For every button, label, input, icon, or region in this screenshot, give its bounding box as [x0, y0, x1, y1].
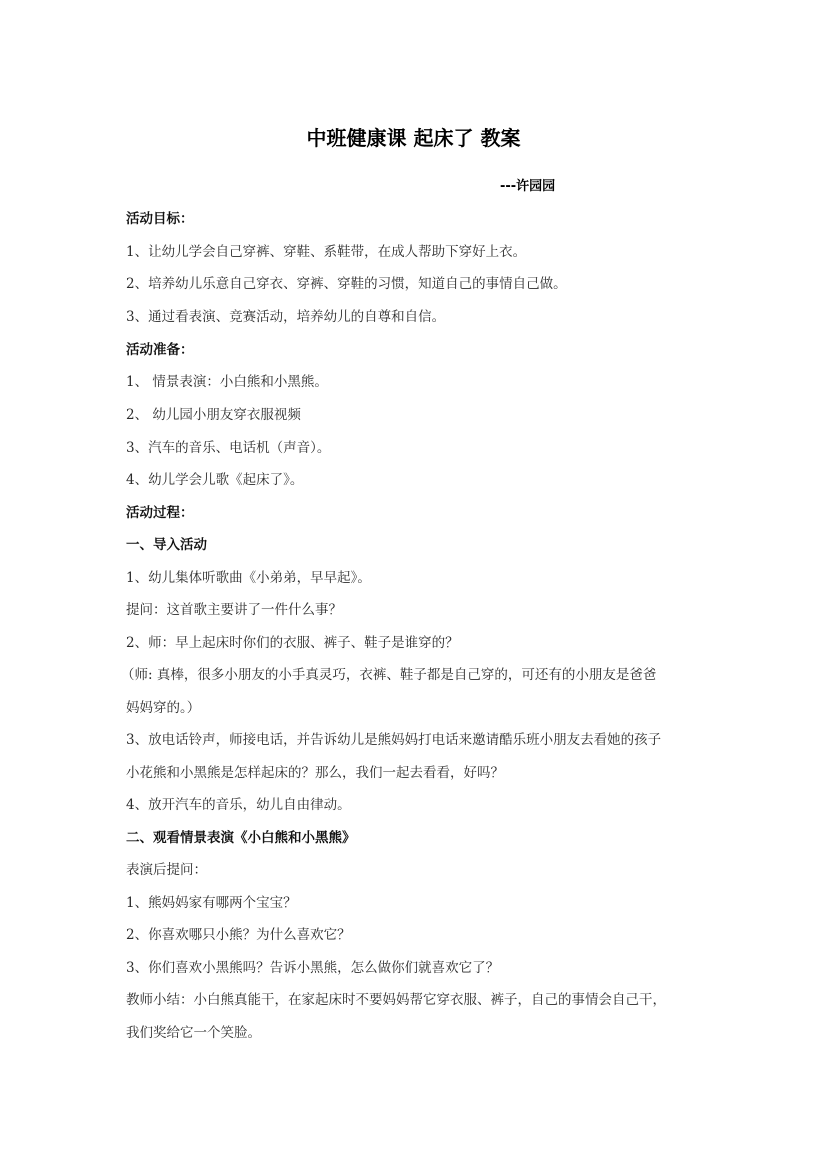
paragraph-line: 我们奖给它一个笑脸。: [126, 1025, 261, 1041]
paragraph-line: 2、 幼儿园小朋友穿衣服视频: [126, 407, 301, 423]
paragraph-line: 表演后提问：: [126, 862, 207, 878]
section-heading-process: 活动过程：: [126, 505, 194, 521]
paragraph-line: 2、培养幼儿乐意自己穿衣、穿裤、穿鞋的习惯，知道自己的事情自己做。: [126, 276, 567, 292]
paragraph-line: 3、通过看表演、竞赛活动，培养幼儿的自尊和自信。: [126, 309, 446, 325]
paragraph-line: 2、师：早上起床时你们的衣服、裤子、鞋子是谁穿的？: [126, 635, 459, 651]
paragraph-line: 小花熊和小黑熊是怎样起床的？那么，我们一起去看看，好吗？: [126, 765, 504, 781]
paragraph-line: 2、你喜欢哪只小熊？为什么喜欢它？: [126, 927, 351, 943]
paragraph-line: 1、 情景表演：小白熊和小黑熊。: [126, 374, 328, 390]
paragraph-line: 妈妈穿的。）: [126, 700, 201, 716]
paragraph-line: 3、放电话铃声，师接电话，并告诉幼儿是熊妈妈打电话来邀请酷乐班小朋友去看她的孩子: [126, 732, 662, 748]
document-title: 中班健康课 起床了 教案: [306, 126, 521, 150]
author-line: ---许园园: [500, 179, 556, 194]
subsection-heading-intro: 一、导入活动: [126, 537, 207, 553]
paragraph-line: 4、幼儿学会儿歌《起床了》。: [126, 472, 304, 488]
subsection-heading-performance: 二、观看情景表演《小白熊和小黑熊》: [126, 830, 356, 846]
paragraph-line: 4、放开汽车的音乐，幼儿自由律动。: [126, 797, 351, 813]
paragraph-line: 教师小结：小白熊真能干，在家起床时不要妈妈帮它穿衣服、裤子，自己的事情会自己干，: [126, 992, 666, 1008]
paragraph-line: 3、你们喜欢小黑熊吗？告诉小黑熊，怎么做你们就喜欢它了？: [126, 960, 500, 976]
section-heading-goals: 活动目标：: [126, 211, 194, 227]
paragraph-line: 提问：这首歌主要讲了一件什么事？: [126, 602, 342, 618]
section-heading-preparation: 活动准备：: [126, 342, 194, 358]
paragraph-line: （师: 真棒，很多小朋友的小手真灵巧，衣裤、鞋子都是自己穿的，可还有的小朋友是爸爸: [121, 667, 657, 683]
paragraph-line: 1、幼儿集体听歌曲《小弟弟，早早起》。: [126, 570, 371, 586]
paragraph-line: 3、汽车的音乐、电话机（声音）。: [126, 440, 331, 456]
paragraph-line: 1、让幼儿学会自己穿裤、穿鞋、系鞋带，在成人帮助下穿好上衣。: [126, 244, 527, 260]
paragraph-line: 1、熊妈妈家有哪两个宝宝？: [126, 895, 297, 911]
